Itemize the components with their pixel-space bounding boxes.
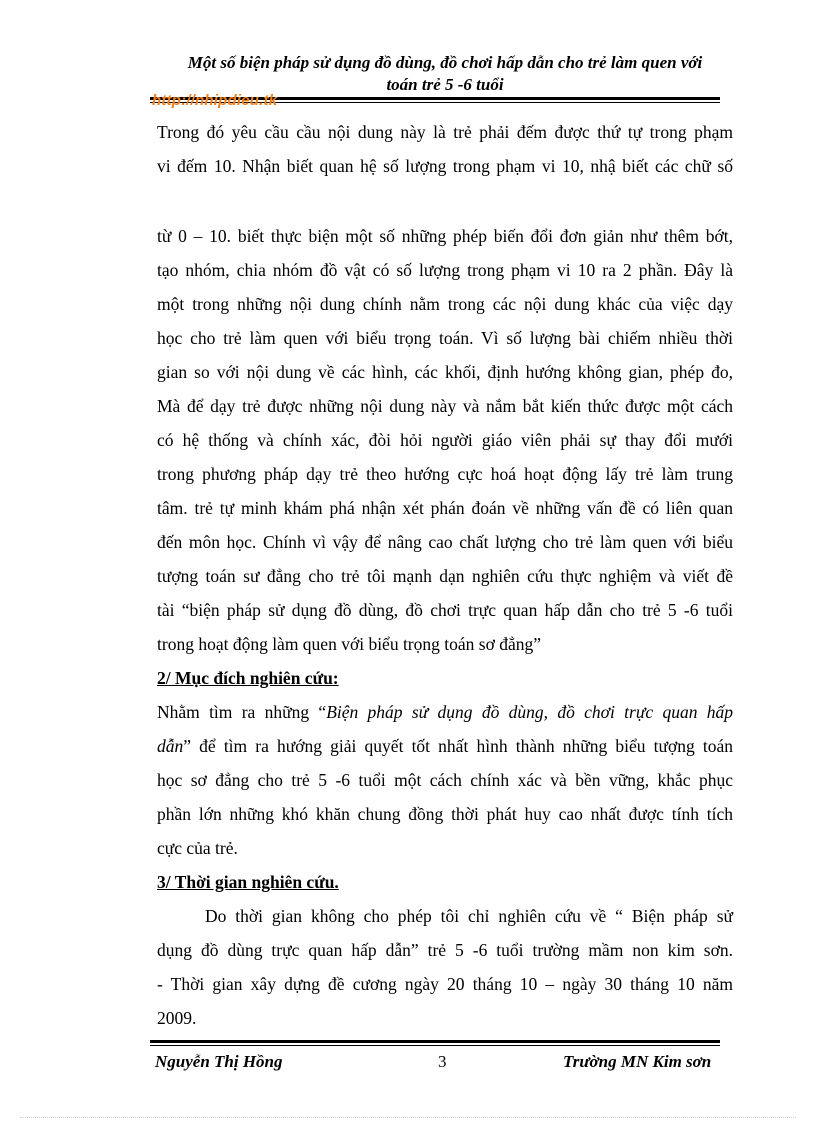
text-line: - Thời gian xây dựng đề cương ngày 20 tháng 10 – ngày 30 tháng 10 năm: [157, 974, 733, 994]
page-number: 3: [438, 1052, 447, 1071]
text-line: gian so với nội dung về các hình, các khối, định hướng không gian, phép đo,: [157, 362, 733, 382]
italic-title: dẫn: [157, 736, 184, 756]
italic-title: Biện pháp sử dụng đồ dùng, đồ chơi trực quan hấp: [326, 702, 733, 722]
footer-author: Nguyễn Thị Hồng: [155, 1052, 283, 1071]
text-line: cực của trẻ.: [157, 838, 238, 858]
document-body: [157, 115, 733, 1035]
running-header: [150, 52, 740, 96]
footer-rule-thick: [150, 1040, 720, 1043]
page-bottom-border: [20, 1117, 796, 1118]
text-line: trong phương pháp dạy trẻ theo hướng cực hoá hoạt động lấy trẻ làm trung: [157, 464, 733, 484]
text-line: vi đếm 10. Nhận biết quan hệ số lượng trong phạm vi 10, nhậ biết các chữ số: [157, 156, 733, 176]
text-line: đến môn học. Chính vì vậy để nâng cao chất lượng cho trẻ làm quen với biểu: [157, 532, 733, 552]
text-line: tạo nhóm, chia nhóm đồ vật có số lượng trong phạm vi 10 ra 2 phần. Đây là: [157, 260, 733, 280]
text-line: học cho trẻ làm quen với biểu trọng toán. Vì số lượng bài chiếm nhiều thời: [157, 328, 733, 348]
text-line: có hệ thống và chính xác, đòi hỏi người giáo viên phải sự thay đổi mưới: [157, 430, 733, 450]
section-heading-purpose: 2/ Mục đích nghiên cứu:: [157, 668, 339, 688]
header-title-line1: Một số biện pháp sử dụng đồ dùng, đồ chơi hấp dẫn cho trẻ làm quen với: [187, 53, 703, 72]
text-line: Do thời gian không cho phép tôi chỉ nghiên cứu về “ Biện pháp sử: [205, 906, 733, 926]
section-heading-time: 3/ Thời gian nghiên cứu.: [157, 872, 339, 892]
paragraph-gap: [157, 183, 733, 219]
text-line: phần lớn những khó khăn chung đồng thời phát huy cao nhất được tính tích: [157, 804, 733, 824]
footer-rule-thin: [150, 1045, 720, 1046]
text-line: tài “biện pháp sử dụng đồ dùng, đồ chơi trực quan hấp dẫn cho trẻ 5 -6 tuổi: [157, 600, 733, 620]
text-line: Trong đó yêu cầu cầu nội dung này là trẻ phải đếm được thứ tự trong phạm: [157, 122, 733, 142]
text-run: ” để tìm ra hướng giải quyết tốt nhất hình thành những biểu tượng toán: [183, 736, 733, 756]
text-run: Nhằm tìm ra những “: [157, 702, 327, 722]
text-line: tâm. trẻ tự minh khám phá nhận xét phán đoán về những vấn đề có liên quan: [157, 498, 733, 518]
text-line: trong hoạt động làm quen với biểu trọng toán sơ đẳng”: [157, 634, 541, 654]
watermark-url-link[interactable]: http://nhipdieu.tk: [152, 92, 278, 109]
text-line: 2009.: [157, 1008, 197, 1028]
text-line: từ 0 – 10. biết thực biện một số những phép biến đổi đơn giản như thêm bớt,: [157, 226, 733, 246]
header-title-line2: toán trẻ 5 -6 tuổi: [386, 75, 504, 94]
text-line: dụng đồ dùng trực quan hấp dẫn” trẻ 5 -6 tuổi trường mầm non kim sơn.: [157, 940, 733, 960]
text-line: Mà để dạy trẻ được những nội dung này và nắm bắt kiến thức được một cách: [157, 396, 733, 416]
footer-school: Trường MN Kim sơn: [563, 1052, 712, 1071]
text-line: [157, 695, 733, 729]
text-line: học sơ đẳng cho trẻ 5 -6 tuổi một cách chính xác và bền vững, khắc phục: [157, 770, 733, 790]
text-line: [157, 729, 733, 763]
text-line: tượng toán sư đẳng cho trẻ tôi mạnh dạn nghiên cứu thực nghiệm và viết đề: [157, 566, 733, 586]
text-line: một trong những nội dung chính nằm trong các nội dung khác của việc dạy: [157, 294, 733, 314]
